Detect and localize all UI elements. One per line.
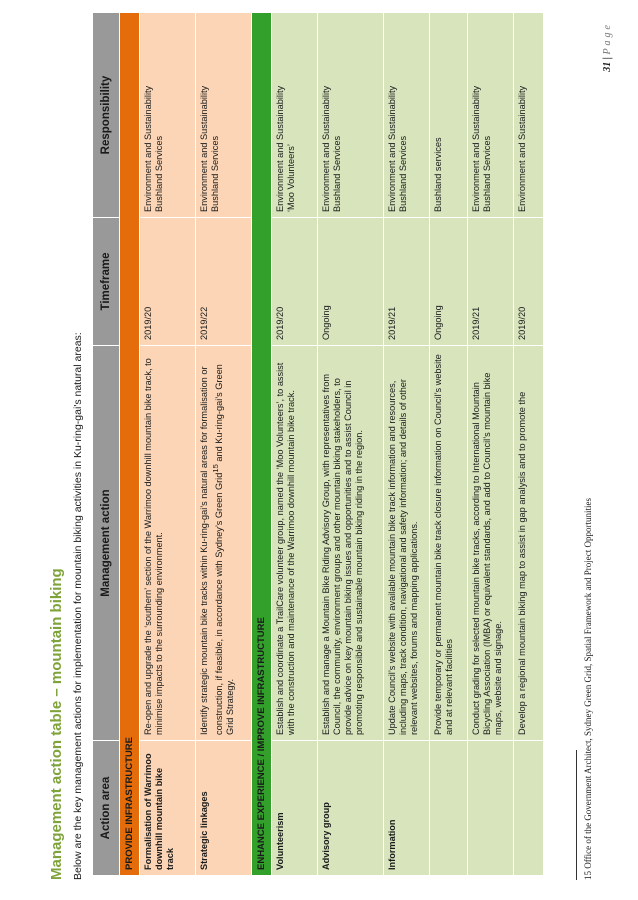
- col-header-responsibility: Responsibility: [93, 13, 120, 218]
- intro-text: Below are the key management actions for implementation for mountain biking activities in Ku-ring-gai's natural areas:: [72, 332, 84, 880]
- action-area-cell: [430, 741, 468, 876]
- action-text: Identify strategic mountain bike tracks within Ku-ring-gai’s natural areas for formalisation or construction, if feasible, in accordance with Sydney’s Green Grid: [199, 366, 225, 735]
- page-title: Management action table – mountain biking: [48, 568, 65, 880]
- management-action-cell: Establish and coordinate a TrailCare volunteer group, named the ‘Moo Volunteers’, to assist with the construction and maintenance of the Warrimoo downhill mountain bike track.: [272, 346, 318, 741]
- page-number-separator: |: [602, 57, 613, 60]
- responsibility-cell: Environment and Sustainability: [514, 13, 544, 218]
- col-header-management-action: Management action: [93, 346, 120, 741]
- footnote-ref: 15: [211, 464, 220, 473]
- management-action-cell: Update Council’s website with available mountain bike track information and resources, including maps, track condition, navigational and safety information; and details of other relevant websites, forums and mapping applications.: [384, 346, 430, 741]
- footnote-divider: [576, 750, 577, 880]
- action-area-cell: Advisory group: [318, 741, 384, 876]
- timeframe-cell: 2019/20: [514, 218, 544, 346]
- table-row: [140, 13, 196, 876]
- responsibility-cell: Bushland services: [430, 13, 468, 218]
- responsibility-cell: Environment and Sustainability Bushland Services: [468, 13, 514, 218]
- timeframe-cell: Ongoing: [430, 218, 468, 346]
- management-action-cell: Develop a regional mountain biking map to assist in gap analysis and to promote the: [514, 346, 544, 741]
- table-row: [196, 13, 252, 876]
- responsibility-cell: Environment and Sustainability Bushland Services: [384, 13, 430, 218]
- action-area-cell: Information: [384, 741, 430, 876]
- table-row: [272, 13, 318, 876]
- management-action-cell: Re-open and upgrade the ‘southern’ section of the Warrimoo downhill mountain bike track, to minimise impacts to the surrounding environment.: [140, 346, 196, 741]
- page-number: [602, 22, 613, 72]
- action-area-cell: [468, 741, 514, 876]
- section-row-enhance-experience: [252, 13, 272, 876]
- responsibility-cell: Environment and Sustainability Bushland Services: [196, 13, 252, 218]
- table-row: [430, 13, 468, 876]
- page-number-value: 31: [602, 61, 613, 72]
- section-title: ENHANCE EXPERIENCE / IMPROVE INFRASTRUCTURE: [252, 13, 272, 876]
- action-area-cell: Formalisation of Warrimoo downhill mountain bike track: [140, 741, 196, 876]
- action-text-cont: and Ku-ring-gai’s Green Grid Strategy.: [214, 364, 236, 735]
- table-header-row: [93, 13, 120, 876]
- table-row: [384, 13, 430, 876]
- col-header-action-area: Action area: [93, 741, 120, 876]
- management-action-table: [92, 12, 544, 876]
- table-row: [514, 13, 544, 876]
- action-area-cell: Volunteerism: [272, 741, 318, 876]
- responsibility-cell: Environment and Sustainability ‘Moo Volunteers’: [272, 13, 318, 218]
- management-action-cell: Provide temporary or permanent mountain bike track closure information on Council’s website and at relevant facilities: [430, 346, 468, 741]
- management-action-cell: [196, 346, 252, 741]
- responsibility-cell: Environment and Sustainability Bushland Services: [318, 13, 384, 218]
- footnote: 15 Office of the Government Architect, Sydney Green Grid, Spatial Framework and Project Opportunities: [583, 498, 593, 880]
- timeframe-cell: 2019/20: [272, 218, 318, 346]
- section-row-provide-infrastructure: [120, 13, 140, 876]
- timeframe-cell: 2019/20: [140, 218, 196, 346]
- timeframe-cell: 2019/21: [384, 218, 430, 346]
- table-row: [318, 13, 384, 876]
- management-action-cell: Conduct grading for selected mountain bike tracks, according to International Mountain Bicycling Association (IMBA) or equivalent standards, and add to Council’s mountain bike maps, website and signage.: [468, 346, 514, 741]
- timeframe-cell: Ongoing: [318, 218, 384, 346]
- management-action-cell: Establish and manage a Mountain Bike Riding Advisory Group, with representatives from Council, the community, environment groups and other mountain biking stakeholders, to provide advice on key mountain biking issues and opportunities and to assist Council in promoting responsible and sustainable mountain biking riding in the region.: [318, 346, 384, 741]
- table-row: [468, 13, 514, 876]
- timeframe-cell: 2019/22: [196, 218, 252, 346]
- responsibility-cell: Environment and Sustainability Bushland Services: [140, 13, 196, 218]
- col-header-timeframe: Timeframe: [93, 218, 120, 346]
- timeframe-cell: 2019/21: [468, 218, 514, 346]
- page-word: Page: [602, 22, 613, 55]
- action-area-cell: Strategic linkages: [196, 741, 252, 876]
- action-area-cell: [514, 741, 544, 876]
- section-title: PROVIDE INFRASTRUCTURE: [120, 13, 140, 876]
